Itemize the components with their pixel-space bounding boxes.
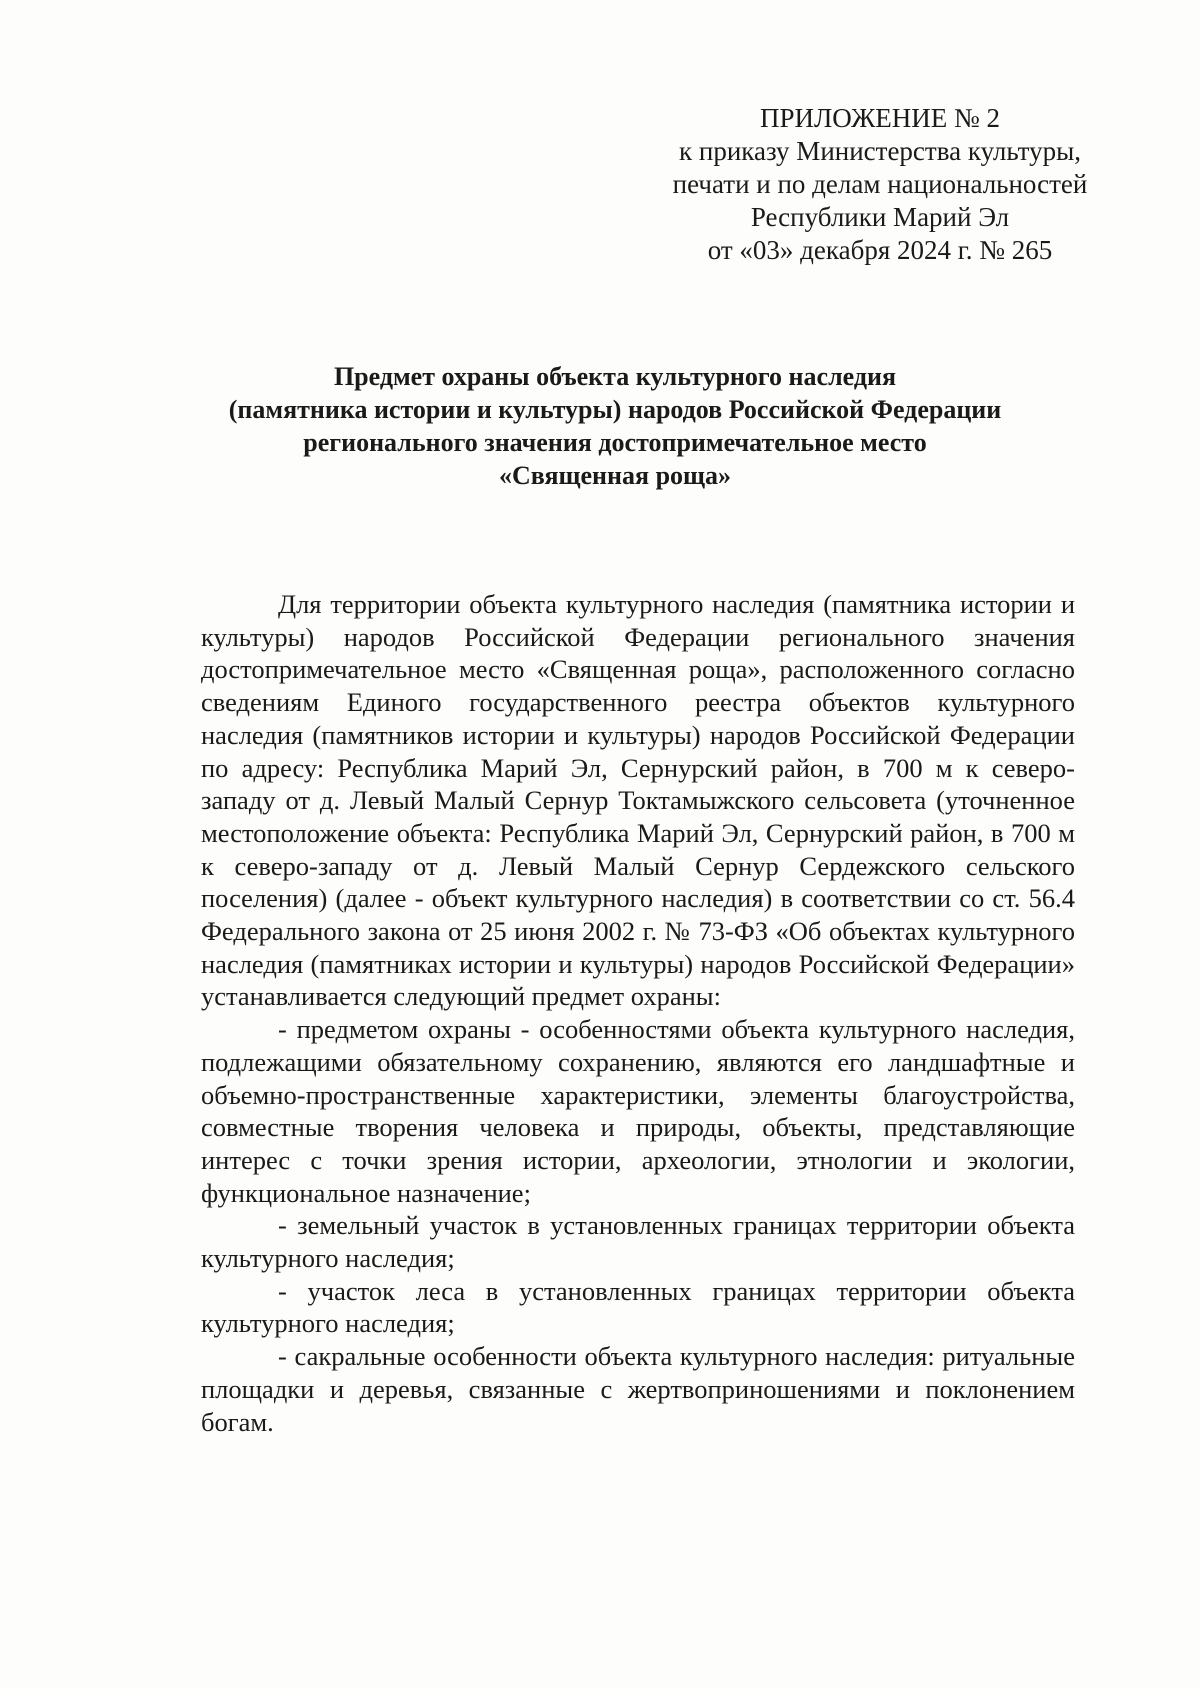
appendix-order-ref: к приказу Министерства культуры, — [679, 136, 1081, 166]
intro-paragraph: Для территории объекта культурного наследия (памятника истории и культуры) народов Российской Федерации регионального значения достопримечательное место «Священная роща», расположенного согласно сведениям Единого государственного реестра объектов культурного наследия (памятников истории и культуры) народов Российской Федерации по адресу: Республика Марий Эл, Сернурский район, в 700 м к северо-западу от д. Левый Малый Сернур Токтамыжского сельсовета (уточненное местоположение объекта: Республика Марий Эл, Сернурский район, в 700 м к северо-западу от д. Левый Малый Сернур Сердежского сельского поселения) (далее - объект культурного наследия) в соответствии со ст. 56.4 Федерального закона от 25 июня 2002 г. № 73-ФЗ «Об объектах культурного наследия (памятниках истории и культуры) народов Российской Федерации» устанавливается следующий предмет охраны: — [201, 589, 1075, 1012]
title-line-1: Предмет охраны объекта культурного наследия — [333, 362, 897, 391]
protection-item-3: - участок леса в установленных границах территории объекта культурного наследия; — [201, 1275, 1075, 1339]
appendix-ministry: печати и по делам национальностей — [672, 169, 1088, 199]
appendix-header — [620, 102, 1140, 267]
title-line-3: регионального значения достопримечательное место — [303, 428, 927, 457]
protection-item-2: - земельный участок в установленных границах территории объекта культурного наследия; — [201, 1210, 1075, 1274]
title-line-2: (памятника истории и культуры) народов Российской Федерации — [228, 395, 1002, 424]
protection-item-4: - сакральные особенности объекта культурного наследия: ритуальные площадки и деревья, связанные с жертвоприношениями и поклонением богам. — [201, 1341, 1075, 1437]
protection-item-1: - предметом охраны - особенностями объекта культурного наследия, подлежащими обязательному сохранению, являются его ландшафтные и объемно-пространственные характеристики, элементы благоустройства, совместные творения человека и природы, объекты, представляющие интерес с точки зрения истории, археологии, этнологии и экологии, функциональное назначение; — [201, 1014, 1075, 1208]
appendix-date: от «03» декабря 2024 г. № 265 — [707, 235, 1053, 265]
appendix-number: ПРИЛОЖЕНИЕ № 2 — [759, 103, 1001, 133]
document-title — [150, 360, 1080, 492]
title-line-4: «Священная роща» — [499, 461, 731, 490]
document-body — [201, 588, 1075, 1438]
appendix-republic: Республики Марий Эл — [750, 202, 1010, 232]
